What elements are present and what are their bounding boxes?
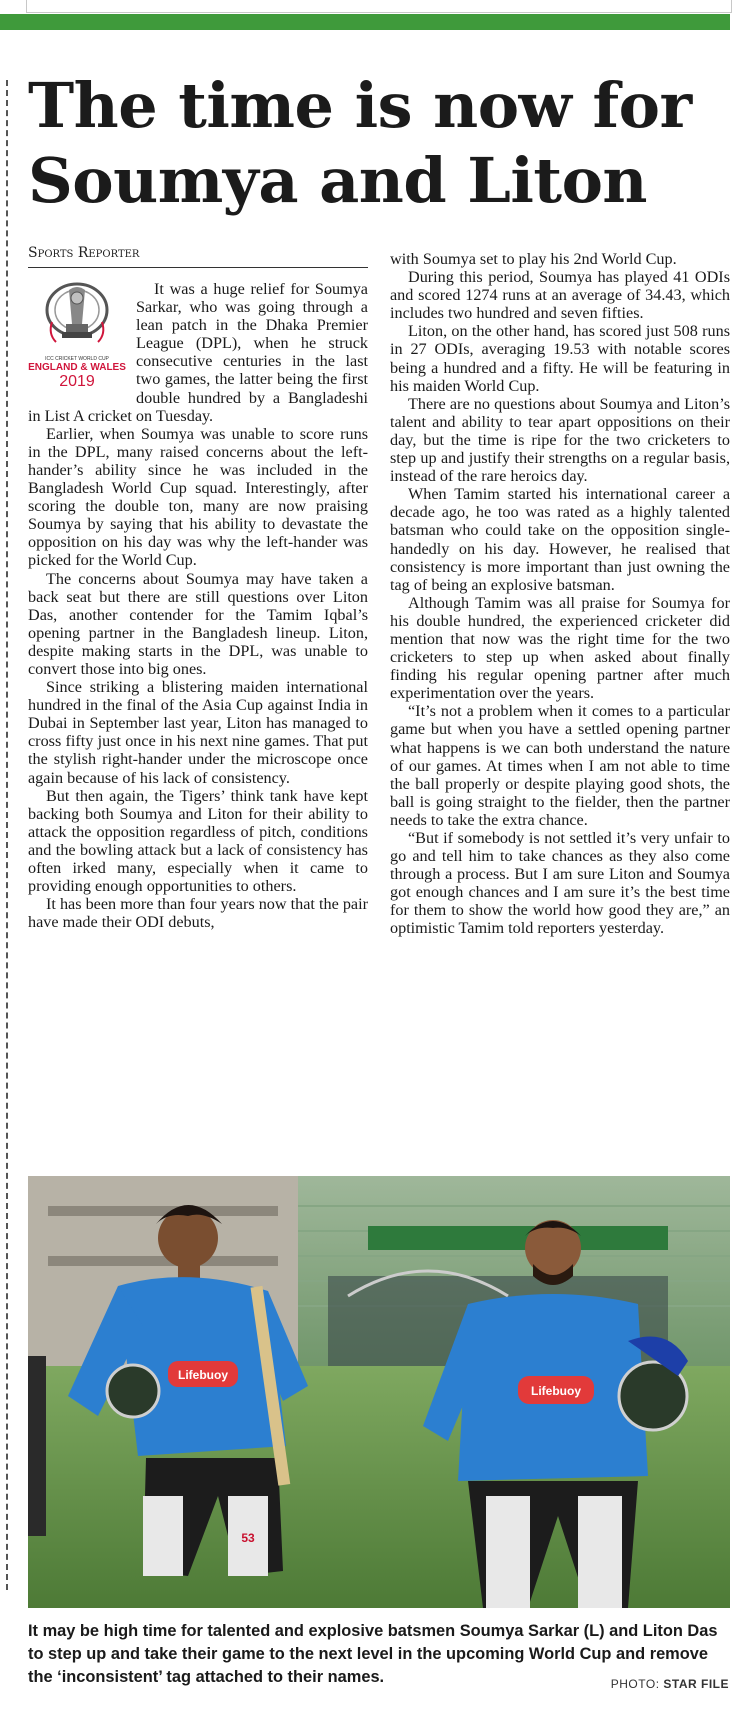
column-dashed-rule xyxy=(6,80,8,1590)
article-column-left xyxy=(28,280,368,931)
paragraph: The concerns about Soumya may have taken a back seat but there are still questions over Liton Das, another contender for the Tamim Iqbal’s opening partner in the Bangladesh lineup. Liton, despite making starts in the DPL, was unable to convert those into big ones. xyxy=(28,569,368,678)
logo-small-text: ICC CRICKET WORLD CUP xyxy=(45,356,109,362)
paragraph: When Tamim started his international career a decade ago, he too was rated as a highly talented batsman who could take on the opposition single-handedly on his day. However, he realised that consistency is more important than just owning the tag of being an explosive batsman. xyxy=(390,485,730,594)
photo-caption: It may be high time for talented and explosive batsmen Soumya Sarkar (L) and Liton Das to step up and take their game to the next level in the upcoming World Cup and remove the ‘inconsistent’ tag attached to their names. xyxy=(28,1622,718,1686)
paragraph: Although Tamim was all praise for Soumya for his double hundred, the experienced cricketer did mention that now was the right time for the two cricketers to step up when asked about finally finding his regular opening partner after much experimentation over the years. xyxy=(390,593,730,703)
section-color-band xyxy=(0,14,730,30)
trophy-icon xyxy=(42,282,112,354)
logo-host-text: ENGLAND & WALES xyxy=(28,362,126,373)
byline: Sports Reporter xyxy=(28,245,368,268)
photo-illustration xyxy=(28,1176,730,1608)
photo-credit-label: PHOTO: xyxy=(610,1677,660,1691)
headline: The time is now for Soumya and Liton xyxy=(28,69,692,217)
world-cup-logo xyxy=(28,282,126,402)
photo-credit xyxy=(611,1677,729,1691)
sponsor-logo-right: Lifebuoy xyxy=(531,1384,581,1398)
paragraph: “It’s not a problem when it comes to a particular game but when you have a settled opening partner what happens is we can both understand the nature of our games. At times when I am not able to time the ball properly or despite playing good shots, the ball is going straight to the fielder, then the partner needs to take the extra chance. xyxy=(390,702,730,829)
logo-year-text: 2019 xyxy=(59,373,95,390)
paragraph: It was a huge relief for Soumya Sarkar, who was going through a lean patch in the Dhaka Premier League (DPL), when he struck consecutive centuries in the last two games, the latter being the first double hundred by a Bangladeshi in List A cricket on Tuesday. xyxy=(28,280,368,425)
paragraph: But then again, the Tigers’ think tank have kept backing both Soumya and Liton for their ability to attack the opposition regardless of pitch, conditions and the bowling attack but a lack of consistency has often irked many, especially when it came to providing enough opportunities to others. xyxy=(28,786,368,896)
photo-credit-source: STAR FILE xyxy=(663,1677,729,1691)
paragraph: There are no questions about Soumya and Liton’s talent and ability to tear apart oppositions on their day, but the time is ripe for the two cricketers to step up and justify their strengths on a regular basis, instead of the rare heroics day. xyxy=(390,394,730,486)
paragraph: “But if somebody is not settled it’s very unfair to go and tell him to take chances as they also come through a process. But I am sure Liton and Soumya got enough chances and I am sure it’s the best time for them to show the world how good they are,” an optimistic Tamim told reporters yesterday. xyxy=(390,829,730,938)
paragraph: During this period, Soumya has played 41 ODIs and scored 1274 runs at an average of 34.43, which includes two hundred and seven fifties. xyxy=(390,268,730,323)
paragraph: Since striking a blistering maiden international hundred in the final of the Asia Cup against India in Dubai in September last year, Liton has managed to cross fifty just once in his next nine games. That put the stylish right-hander under the microscope once again because of his lack of consistency. xyxy=(28,678,368,787)
paragraph: Earlier, when Soumya was unable to score runs in the DPL, many raised concerns about the left-hander’s ability since he was included in the Bangladesh World Cup squad. Interestingly, after scoring the double ton, many are now praising Soumya by saying that his ability to devastate the opposition on his day was why the left-hander was picked for the World Cup. xyxy=(28,424,368,570)
sponsor-logo-left: Lifebuoy xyxy=(178,1368,228,1382)
top-border xyxy=(0,0,739,28)
paragraph: It has been more than four years now that the pair have made their ODI debuts, xyxy=(28,895,368,932)
pad-number: 53 xyxy=(241,1531,255,1545)
paragraph-continued: with Soumya set to play his 2nd World Cup. xyxy=(390,250,677,268)
paragraph: Liton, on the other hand, has scored just 508 runs in 27 ODIs, averaging 19.53 with notable scores being a hundred and a fifty. He will be featuring in his maiden World Cup. xyxy=(390,322,730,395)
previous-article-frame xyxy=(26,0,732,13)
article-column-right xyxy=(390,250,730,938)
players-photo xyxy=(28,1176,730,1608)
